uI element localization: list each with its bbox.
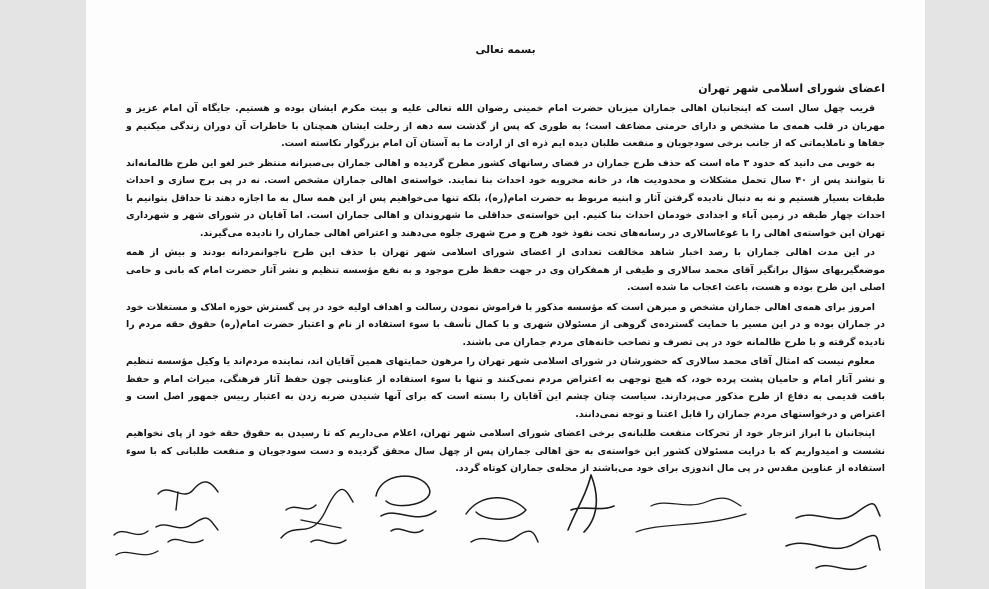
handwritten-signature-4 — [456, 482, 546, 557]
left-margin-background — [0, 0, 86, 589]
right-margin-background — [925, 0, 989, 589]
signature-block — [86, 462, 925, 589]
handwritten-signature-3 — [361, 466, 451, 546]
handwritten-signature-5 — [556, 470, 626, 550]
paragraph-6: اینجانبان با ابراز انزجار خود از تحرکات منفعت طلبانه‌ی برخی اعضای شورای اسلامی شهر تهران، اعلام می‌داریم که تا رسیدن به حقوق حقه خود از پای نخواهیم نشست و امیدواریم که با درایت مسئولان کشور این خواسته‌ی به حق اهالی جماران پس از چهل سال محقق گردیده و دست سودجویان و منفعت طلبانی که با سوء استفاده از عناوین مقدس در پی مال اندوزی برای خود می‌باشند از محله‌ی جماران کوتاه گردد. — [126, 428, 885, 474]
paragraph-4: امروز برای همه‌ی اهالی جماران مشخص و مبرهن است که مؤسسه مذکور با فراموش نمودن رسالت و اهداف اولیه خود در پی گسترش حوزه املاک و مستغلات خود در جماران بوده و در این مسیر با حمایت گسترده‌ی گروهی از مسئولان شهری و با کمال تأسف با سوء استفاده از نام و اعتبار حضرت امام(ره) حقوق حقه مردم را نادیده گرفته و با طرح ظالمانه خود در پی تصرف و تصاحب خانه‌های مردم جماران می باشند. — [126, 301, 885, 348]
handwritten-signature-8 — [106, 517, 166, 567]
paragraph-1: قریب چهل سال است که اینجانبان اهالی جماران میزبان حضرت امام خمینی رضوان الله تعالی علیه و بیت مکرم ایشان بوده و هستیم. جایگاه آن امام عزیز و مهربان در قلب همه‌ی ما مشخص و دارای حرمتی مضاعف است؛ به طوری که پس از گذشت سه دهه از رحلت ایشان همچنان با خاطرات آن دوران زندگی میکنیم و جفاها و ناملایماتی که از جانب برخی سودجویان و منفعت طلبان دیده ایم ذره ای از ارادت ما به آستان آن امام بزرگوار نکاسته است. — [126, 103, 885, 149]
basmala-heading: بسمه تعالی — [475, 44, 536, 56]
letter-paragraphs — [126, 100, 885, 480]
addressee-line: اعضای شورای اسلامی شهر تهران — [698, 82, 885, 95]
handwritten-signature-6 — [631, 492, 751, 542]
paragraph-2: به خوبی می دانید که حدود ۳ ماه است که حذف طرح جماران در فضای رسانهای کشور مطرح گردیده و اهالی جماران بی‌صبرانه منتظر خبر لغو این طرح ظالمانه‌اند تا بتوانند پس از ۴۰ سال تحمل مشکلات و محدودیت ها، در خانه مخروبه خود احداث بنا نمایند. خواسته‌ی اهالی جماران مشخص است. نه در پی برج سازی و احداث طبقات بسیار هستیم و نه به دنبال نادیده گرفتن آثار و ابنیه مربوط به حضرت امام(ره)، بلکه تنها می‌خواهیم پس از این همه سال به ما اجازه دهند تا حداقل بتوانیم با احداث چهار طبقه در زمین آباء و اجدادی خودمان احداث بنا کنیم. این خواسته‌ی حداقلی ما شهروندان و اهالی جماران است. اما آقایان در شورای شهر و شهرداری تهران این خواسته‌ی اهالی را با غوغاسالاری در رسانه‌های تحت نفوذ خود هرج و مرج شهری جلوه می‌دهند و اعتراض اهالی جماران را نادیده می‌گیرند. — [126, 157, 885, 239]
paragraph-3: در این مدت اهالی جماران با رصد اخبار شاهد مخالفت تعدادی از اعضای شورای اسلامی شهر تهران با حذف این طرح ناجوانمردانه بودند و بیش از همه موضعگیریهای سؤال برانگیز آقای محمد سالاری و طیفی از همفکران وی در جهت حفظ طرح موجود و به نفع مؤسسه تنظیم و نشر آثار حضرت امام که بانی و حامی اصلی این طرح بوده و هست، باعث اعجاب ما شده است. — [126, 247, 885, 293]
paragraph-5: معلوم نیست که امثال آقای محمد سالاری که حضورشان در شورای اسلامی شهر تهران را مرهون حمایتهای همین آقایان اند، نماینده مردم‌اند یا وکیل مؤسسه تنظیم و نشر آثار امام و حامیان پشت پرده خود، که هیچ توجهی به اعتراض مردم نمی‌کنند و تنها با سوء استفاده از عناوینی چون حفظ آثار فرهنگی، میراث امام و حفظ بافت قدیمی به دفاع از طرح مذکور می‌پردازند. سیاست چنان چشم این آقایان را بسته است که برای آنها شنیدن ضربه زدن به اعتبار رییس جمهور اصل است و اعتراض و درخواستهای مردم جماران را قابل اعتنا و توجه نمی‌دانند. — [126, 356, 885, 420]
handwritten-signature-2 — [271, 480, 361, 555]
handwritten-signature-7 — [776, 488, 886, 583]
document-page — [86, 0, 925, 589]
